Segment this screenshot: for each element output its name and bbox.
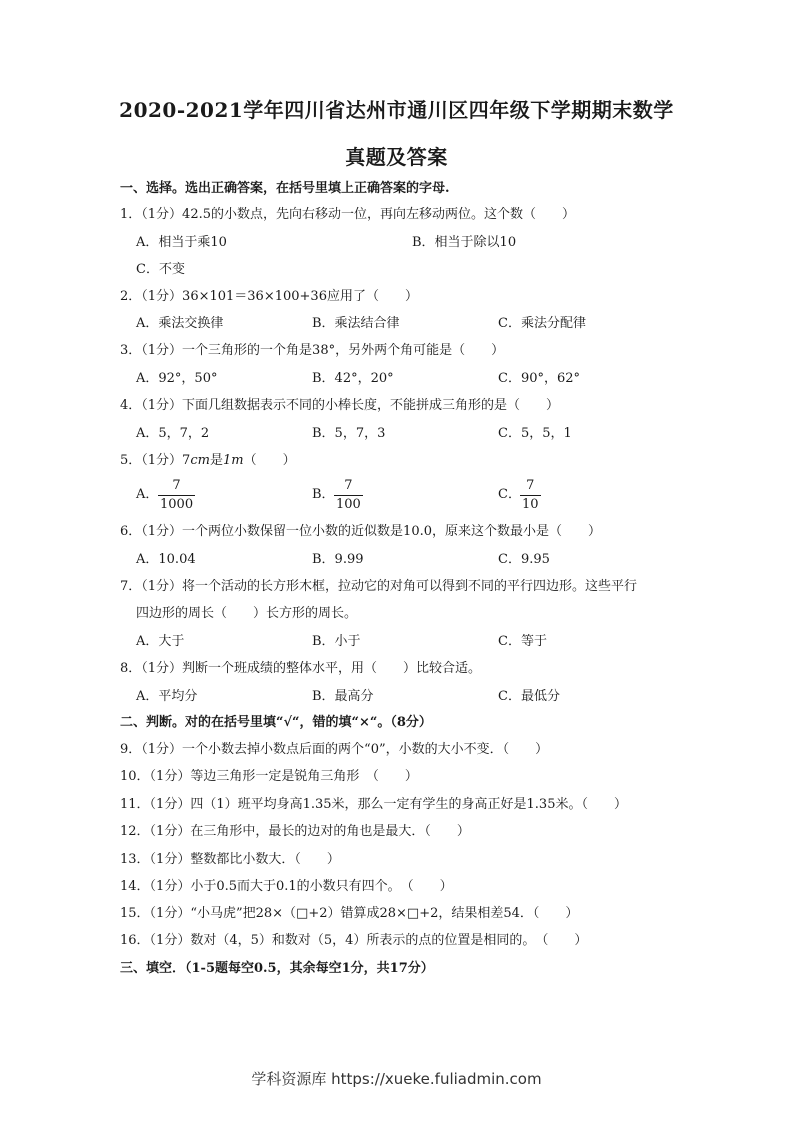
fraction-numerator: 7 (172, 478, 181, 493)
unit-m: 1m (222, 453, 244, 468)
option-a: A．10.04 (136, 552, 196, 567)
option-b: B．9.99 (312, 552, 364, 567)
option-c: C．等于 (498, 634, 547, 649)
question-stem: 2．（1分）36×101＝36×100+36应用了（ ） (120, 289, 418, 304)
judgement-item: 16．（1分）数对（4，5）和数对（5，4）所表示的点的位置是相同的。 （ ） (120, 933, 588, 948)
option-b: B．相当于除以10 (412, 235, 517, 250)
judgement-item: 9．（1分）一个小数去掉小数点后面的两个“0”，小数的大小不变．（ ） (120, 742, 549, 757)
fraction-numerator: 7 (344, 478, 353, 493)
option-c: C．90°，62° (498, 371, 581, 386)
option-c-fraction (520, 478, 541, 513)
question-stem: 7．（1分）将一个活动的长方形木框，拉动它的对角可以得到不同的平行四边形。这些平行 (120, 579, 638, 594)
judgement-item: 12．（1分）在三角形中，最长的边对的角也是最大．（ ） (120, 824, 470, 839)
judgement-item: 15．（1分）“小马虎”把28×（□+2）错算成28×□+2，结果相差54．（ ） (120, 906, 579, 921)
stem-suffix: （ ） (243, 453, 296, 468)
option-b-label: B． (312, 487, 335, 502)
option-b-fraction (334, 478, 363, 513)
judgement-item: 14．（1分）小于0.5而大于0.1的小数只有四个。 （ ） (120, 879, 453, 894)
option-c: C．乘法分配律 (498, 316, 586, 331)
option-c: C．9.95 (498, 552, 550, 567)
option-b: B．最高分 (312, 689, 374, 704)
judgement-item: 10．（1分）等边三角形一定是锐角三角形 （ ） (120, 769, 418, 784)
stem-mid: 是 (209, 453, 223, 468)
page-title: 2020-2021学年四川省达州市通川区四年级下学期期末数学 (119, 98, 674, 122)
option-c-label: C． (498, 487, 521, 502)
question-stem: 8．（1分）判断一个班成绩的整体水平，用（ ）比较合适。 (120, 661, 482, 676)
question-stem: 6．（1分）一个两位小数保留一位小数的近似数是10.0，原来这个数最小是（ ） (120, 524, 601, 539)
fraction-denominator: 1000 (160, 497, 194, 512)
option-a: A．92°，50° (136, 371, 218, 386)
fraction-denominator: 100 (336, 497, 361, 512)
judgement-item: 13．（1分）整数都比小数大．（ ） (120, 852, 340, 867)
option-c: C．不变 (136, 262, 185, 277)
section-heading: 二、判断。对的在括号里填“√“，错的填“×“。（8分） (120, 715, 432, 730)
option-a: A．5，7，2 (136, 426, 210, 441)
question-stem: 4．（1分）下面几组数据表示不同的小棒长度，不能拼成三角形的是（ ） (120, 398, 560, 413)
question-stem-continued: 四边形的周长（ ）长方形的周长。 (136, 606, 358, 621)
option-a: A．乘法交换律 (136, 316, 224, 331)
option-a: A．大于 (136, 634, 185, 649)
option-b: B．小于 (312, 634, 361, 649)
option-b: B．5，7，3 (312, 426, 386, 441)
unit-cm: cm (190, 453, 210, 468)
option-a-fraction (158, 478, 195, 513)
question-stem: 3．（1分）一个三角形的一个角是38°，另外两个角可能是（ ） (120, 343, 505, 358)
section-heading: 一、选择。选出正确答案，在括号里填上正确答案的字母. (120, 181, 450, 196)
question-stem: 1．（1分）42.5的小数点，先向右移动一位，再向左移动两位。这个数（ ） (120, 207, 575, 222)
page-title-line2: 真题及答案 (345, 145, 448, 169)
option-a-label: A． (136, 487, 159, 502)
option-c: C．最低分 (498, 689, 560, 704)
footer-source-link[interactable]: 学科资源库 https://xueke.fuliadmin.com (251, 1070, 542, 1088)
option-a: A．相当于乘10 (136, 235, 227, 250)
option-b: B．42°，20° (312, 371, 394, 386)
option-a: A．平均分 (136, 689, 198, 704)
fraction-denominator: 10 (522, 497, 539, 512)
section-heading: 三、填空．（1-5题每空0.5，其余每空1分，共17分） (120, 961, 434, 976)
question-stem (120, 452, 296, 470)
judgement-item: 11．（1分）四（1）班平均身高1.35米，那么一定有学生的身高正好是1.35米。（ ） (120, 797, 627, 812)
stem-prefix: 5．（1分）7 (120, 453, 191, 468)
option-c: C．5，5，1 (498, 426, 572, 441)
option-b: B．乘法结合律 (312, 316, 400, 331)
fraction-numerator: 7 (526, 478, 535, 493)
